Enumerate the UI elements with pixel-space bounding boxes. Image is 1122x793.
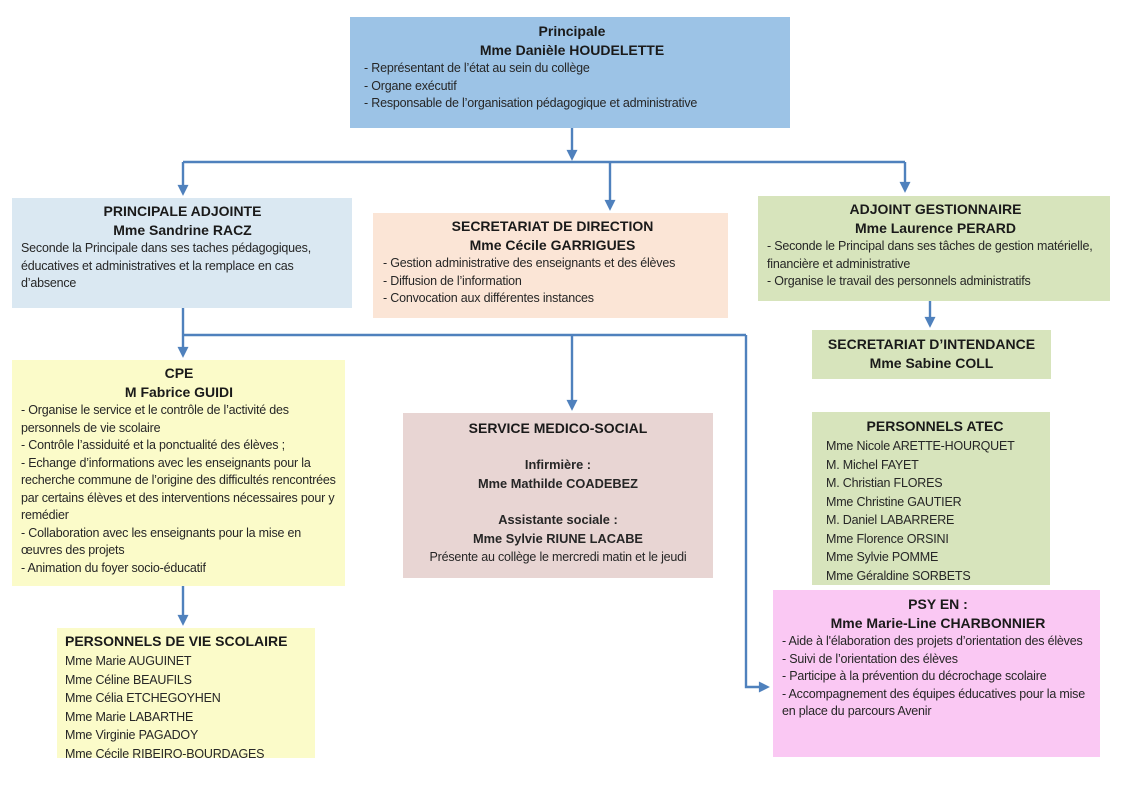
atec-name-list <box>826 437 1044 585</box>
duty-line: - Représentant de l’état au sein du collège <box>364 61 590 75</box>
medico-presence-note: Présente au collège le mercredi matin et le jeudi <box>429 550 687 564</box>
duty-line: - Diffusion de l’information <box>383 273 522 288</box>
staff-name: Mme Christine GAUTIER <box>826 494 962 509</box>
spacer <box>408 438 708 456</box>
staff-name: Mme Géraldine SORBETS <box>826 568 971 583</box>
principale-name: Mme Danièle HOUDELETTE <box>479 42 665 58</box>
staff-name: Mme Sylvie POMME <box>826 550 939 564</box>
psyen-name: Mme Marie-Line CHARBONNIER <box>830 615 1046 631</box>
intendance-title: SECRETARIAT D’INTENDANCE <box>827 336 1036 352</box>
box-personnels-atec <box>812 412 1050 585</box>
gestionnaire-duties <box>767 238 1104 291</box>
box-principale-adjointe <box>12 198 352 308</box>
box-psy-en <box>773 590 1100 757</box>
medico-title: SERVICE MEDICO-SOCIAL <box>468 420 648 436</box>
staff-name: Mme Célia ETCHEGOYHEN <box>65 691 221 705</box>
staff-name: Mme Céline BEAUFILS <box>65 672 192 687</box>
duty-line: - Contrôle l’assiduité et la ponctualité des élèves ; <box>21 438 285 452</box>
staff-name: Mme Nicole ARETTE-HOURQUET <box>826 439 1015 453</box>
box-adjoint-gestionnaire <box>758 196 1110 301</box>
psyen-title: PSY EN : <box>908 596 968 612</box>
staff-name: Mme Marie LABARTHE <box>65 709 194 724</box>
duty-line: - Participe à la prévention du décrochage scolaire <box>782 669 1047 683</box>
cpe-name: M Fabrice GUIDI <box>124 384 234 400</box>
duty-line: - Convocation aux différentes instances <box>383 291 594 305</box>
medico-name-infirmiere: Mme Mathilde COADEBEZ <box>478 475 638 491</box>
spacer <box>408 493 708 511</box>
atec-title: PERSONNELS ATEC <box>866 418 1004 434</box>
duty-line: - Aide à l'élaboration des projets d’orientation des élèves <box>782 634 1083 648</box>
duty-line: - Gestion administrative des enseignants et des élèves <box>383 256 676 270</box>
adjointe-name: Mme Sandrine RACZ <box>113 222 252 238</box>
direction-title: SECRETARIAT DE DIRECTION <box>451 218 654 234</box>
gestionnaire-name: Mme Laurence PERARD <box>854 220 1017 236</box>
duty-line: - Responsable de l’organisation pédagogique et administrative <box>364 96 698 110</box>
box-secretariat-intendance <box>812 330 1051 379</box>
duty-line: - Organe exécutif <box>364 78 457 93</box>
staff-name: Mme Florence ORSINI <box>826 531 949 546</box>
box-personnels-vie-scolaire <box>57 628 315 758</box>
box-principale <box>350 17 790 128</box>
staff-name: Mme Cécile RIBEIRO-BOURDAGES <box>65 746 265 758</box>
box-secretariat-direction <box>373 213 728 318</box>
principale-title: Principale <box>538 23 606 39</box>
duty-line: - Accompagnement des équipes éducatives pour la mise en place du parcours Avenir <box>782 686 1085 718</box>
medico-role-infirmiere: Infirmière : <box>524 457 592 472</box>
viescolaire-name-list <box>65 652 311 758</box>
psyen-duties <box>782 633 1094 721</box>
intendance-name: Mme Sabine COLL <box>869 355 994 371</box>
duty-line: - Collaboration avec les enseignants pour la mise en œuvres des projets <box>21 525 302 557</box>
staff-name: M. Daniel LABARRERE <box>826 513 955 527</box>
principale-duties <box>364 60 780 113</box>
box-service-medico-social <box>403 413 713 578</box>
duty-line: - Seconde le Principal dans ses tâches de gestion matérielle, financière et administrative <box>767 239 1093 271</box>
direction-duties <box>383 255 722 308</box>
adjointe-title: PRINCIPALE ADJOINTE <box>103 203 262 219</box>
duty-line: - Organise le travail des personnels administratifs <box>767 274 1031 288</box>
duty-line: - Organise le service et le contrôle de l’activité des personnels de vie scolaire <box>21 403 289 435</box>
cpe-duties <box>21 402 337 577</box>
gestionnaire-title: ADJOINT GESTIONNAIRE <box>849 201 1022 217</box>
staff-name: M. Michel FAYET <box>826 457 919 472</box>
cpe-title: CPE <box>164 365 194 381</box>
connector-elbow-psyen <box>746 335 760 687</box>
staff-name: Mme Virginie PAGADOY <box>65 728 199 742</box>
adjointe-duties: Seconde la Principale dans ses taches pédagogiques, éducatives et administratives et la remplace en cas d’absence <box>21 241 312 290</box>
staff-name: Mme Marie AUGUINET <box>65 654 192 668</box>
medico-role-assistante: Assistante sociale : <box>498 512 618 527</box>
duty-line: - Suivi de l’orientation des élèves <box>782 651 958 666</box>
medico-name-assistante: Mme Sylvie RIUNE LACABE <box>473 530 643 546</box>
staff-name: M. Christian FLORES <box>826 476 943 490</box>
duty-line: - Echange d’informations avec les enseignants pour la recherche commune de l’origine des difficultés rencontrées par certains élèves et des interventions nécessaires pour y remédier <box>21 455 336 522</box>
duty-line: - Animation du foyer socio-éducatif <box>21 560 206 575</box>
direction-name: Mme Cécile GARRIGUES <box>469 237 636 253</box>
box-cpe <box>12 360 345 586</box>
viescolaire-title: PERSONNELS DE VIE SCOLAIRE <box>65 633 288 649</box>
